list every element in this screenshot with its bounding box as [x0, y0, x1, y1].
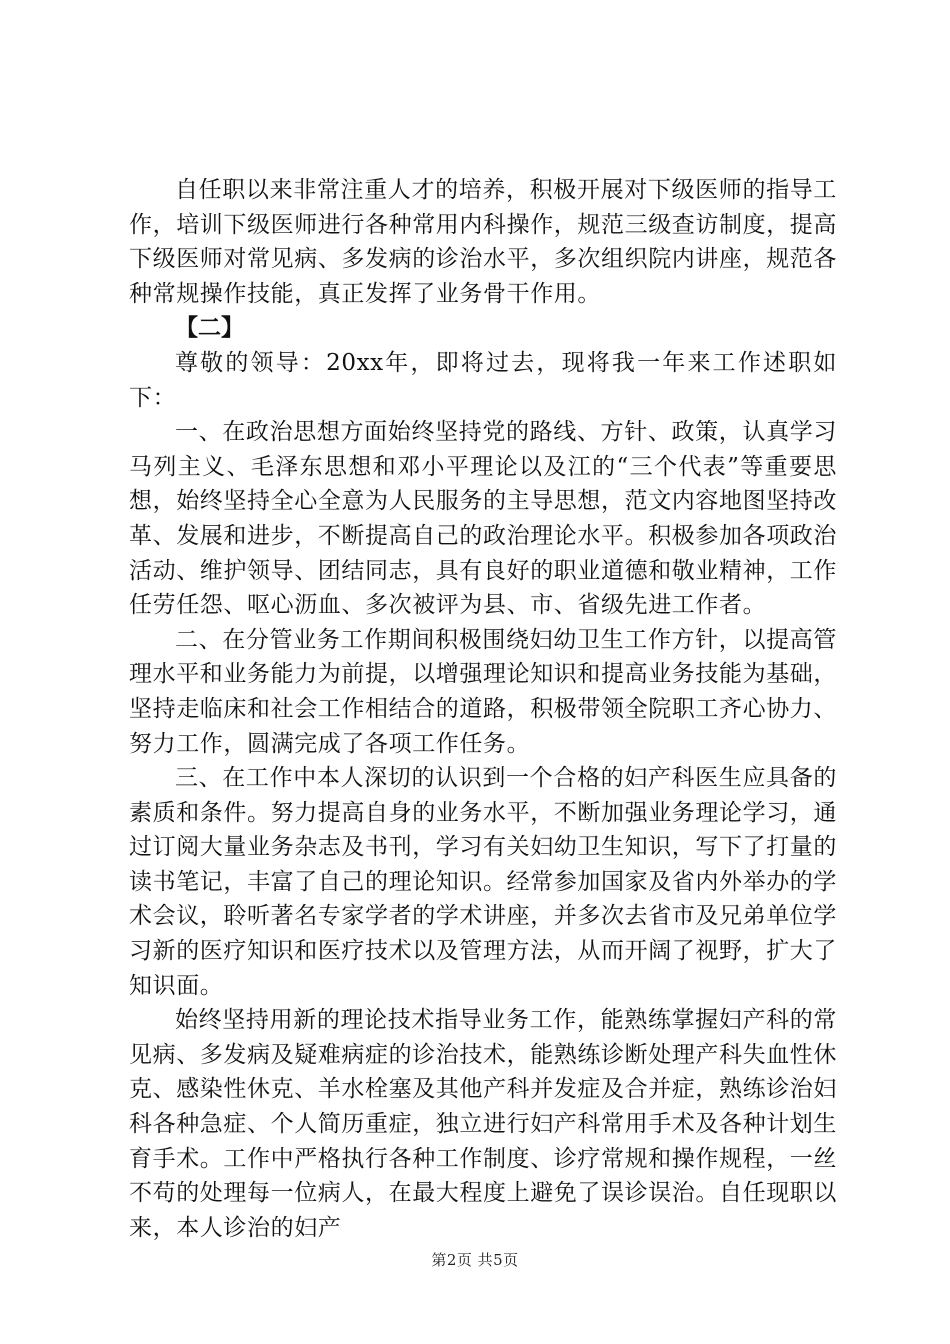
paragraph-talent-training: 自任职以来非常注重人才的培养，积极开展对下级医师的指导工作，培训下级医师进行各种常用内科操作，规范三级查访制度，提高下级医师对常见病、多发病的诊治水平，多次组织院内讲座，规范各种常规操作技能，真正发挥了业务骨干作用。 — [129, 177, 837, 307]
paragraph-greeting: 尊敬的领导：20xx年，即将过去，现将我一年来工作述职如下： — [129, 349, 837, 411]
paragraph-business-management: 二、在分管业务工作期间积极围绕妇幼卫生工作方针，以提高管理水平和业务能力为前提，以增强理论知识和提高业务技能为基础，坚持走临床和社会工作相结合的道路，积极带领全院职工齐心协力、努力工作，圆满完成了各项工作任务。 — [129, 626, 837, 757]
page-number-footer: 第2页 共5页 — [431, 1251, 519, 1269]
document-body — [129, 173, 837, 1245]
section-heading-two: 【二】 — [175, 314, 244, 342]
paragraph-professional-study: 三、在工作中本人深切的认识到一个合格的妇产科医生应具备的素质和条件。努力提高自身的业务水平，不断加强业务理论学习，通过订阅大量业务杂志及书刊，学习有关妇幼卫生知识，写下了打量的读书笔记，丰富了自己的理论知识。经常参加国家及省内外举办的学术会议，聆听著名专家学者的学术讲座，并多次去省市及兄弟单位学习新的医疗知识和医疗技术以及管理方法，从而开阔了视野，扩大了知识面。 — [129, 765, 837, 999]
paragraph-political-thought: 一、在政治思想方面始终坚持党的路线、方针、政策，认真学习马列主义、毛泽东思想和邓小平理论以及江的“三个代表”等重要思想，始终坚持全心全意为人民服务的主导思想，范文内容地图坚持改革、发展和进步，不断提高自己的政治理论水平。积极参加各项政治活动、维护领导、团结同志，具有良好的职业道德和敬业精神，工作任劳任怨、呕心沥血、多次被评为县、市、省级先进工作者。 — [129, 419, 837, 619]
paragraph-clinical-practice: 始终坚持用新的理论技术指导业务工作，能熟练掌握妇产科的常见病、多发病及疑难病症的诊治技术，能熟练诊断处理产科失血性休克、感染性休克、羊水栓塞及其他产科并发症及合并症，熟练诊治妇科各种急症、个人简历重症，独立进行妇产科常用手术及各种计划生育手术。工作中严格执行各种工作制度、诊疗常规和操作规程，一丝不苟的处理每一位病人，在最大程度上避免了误诊误治。自任现职以来，本人诊治的妇产 — [129, 1007, 837, 1241]
